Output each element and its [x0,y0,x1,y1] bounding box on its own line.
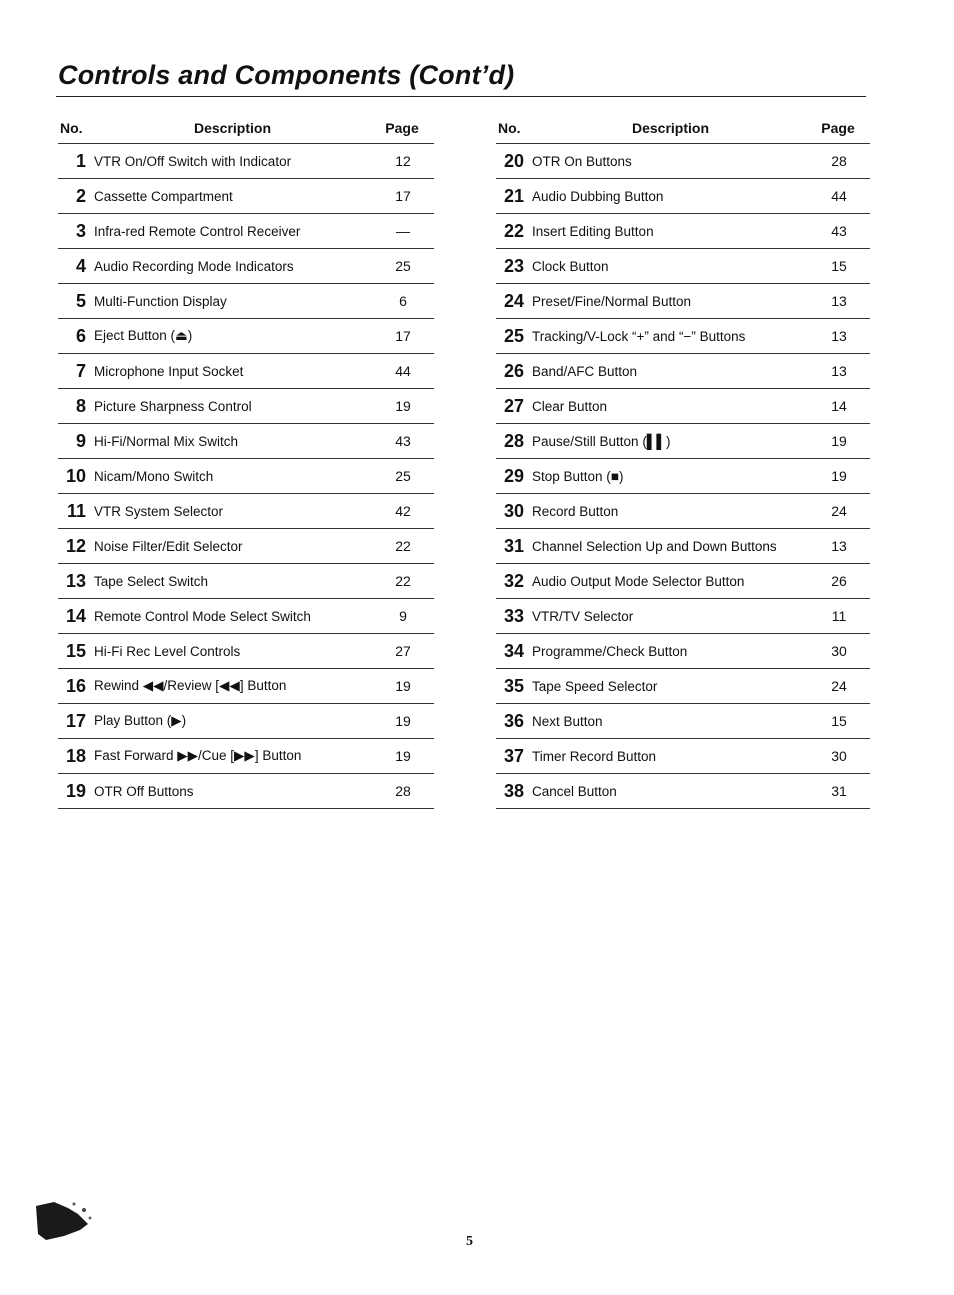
table-row [58,634,434,669]
item-number: 3 [75,220,86,241]
item-number: 26 [503,360,524,381]
table-row [58,354,434,389]
item-number: 12 [65,535,86,556]
item-number: 11 [66,500,86,521]
item-page: 42 [395,503,411,519]
item-page: 19 [831,433,847,449]
item-number: 23 [503,255,524,276]
item-description: VTR On/Off Switch with Indicator [94,153,292,169]
item-page: 24 [831,678,847,694]
table-row [496,494,870,529]
table-row [58,704,434,739]
table-row [496,634,870,669]
table-row [58,774,434,809]
title-rule [56,96,866,97]
table-row [496,179,870,214]
item-description: Infra-red Remote Control Receiver [94,223,301,239]
table-body [58,144,434,809]
table-body [496,144,870,809]
item-page: 19 [395,748,411,764]
item-description: Hi-Fi/Normal Mix Switch [94,433,239,449]
table-row [496,529,870,564]
item-page: 13 [831,328,847,344]
table-row [496,249,870,284]
item-page: 19 [395,678,411,694]
header-page: Page [821,120,855,136]
table-row [496,704,870,739]
item-number: 13 [65,570,86,591]
table-row [58,459,434,494]
item-description: OTR On Buttons [532,153,632,169]
item-description: Timer Record Button [532,748,657,764]
item-page: 19 [831,468,847,484]
table-row [58,284,434,319]
item-number: 19 [65,780,86,801]
item-description: Tape Select Switch [94,573,209,589]
table-row [496,564,870,599]
item-number: 21 [503,185,524,206]
table-row [58,424,434,459]
item-description: Next Button [532,713,603,729]
item-number: 35 [503,675,524,696]
item-number: 10 [65,465,86,486]
item-page: 44 [831,188,847,204]
item-number: 17 [65,710,86,731]
item-number: 28 [503,430,524,451]
table-row [58,389,434,424]
table-header [58,113,434,144]
page-number: 5 [466,1234,473,1249]
header-no: No. [498,120,521,136]
header-page: Page [385,120,419,136]
item-description: Clear Button [532,398,608,414]
table-row [496,599,870,634]
item-page: 31 [831,783,847,799]
item-page: 14 [831,398,847,414]
table-row [58,144,434,179]
item-description: Record Button [532,503,619,519]
item-number: 36 [503,710,524,731]
item-description: Clock Button [532,258,609,274]
item-number: 20 [503,150,524,171]
item-number: 25 [503,325,524,346]
item-description: Band/AFC Button [532,363,638,379]
table-row [58,564,434,599]
item-page: 15 [831,713,847,729]
table-row [58,179,434,214]
item-page: 25 [395,468,411,484]
item-description: Stop Button (■) [532,468,624,484]
header-no: No. [60,120,83,136]
item-page: 43 [395,433,411,449]
item-description: VTR System Selector [94,503,224,519]
item-number: 1 [75,150,86,171]
item-number: 7 [75,360,86,381]
item-page: 13 [831,293,847,309]
item-number: 16 [65,675,86,696]
item-description: Eject Button (⏏) [94,328,193,343]
item-description: Microphone Input Socket [94,363,244,379]
item-page: 22 [395,538,411,554]
item-page: 28 [395,783,411,799]
item-description: Preset/Fine/Normal Button [532,293,692,309]
table-row [496,389,870,424]
item-description: Remote Control Mode Select Switch [94,608,311,624]
item-page: 6 [399,293,407,309]
item-description: Multi-Function Display [94,293,227,309]
item-number: 37 [503,745,524,766]
scan-smudge-mark [34,1196,92,1244]
table-header [496,113,870,144]
item-number: 14 [65,605,86,626]
item-page: 19 [395,713,411,729]
table-row [58,529,434,564]
item-number: 30 [503,500,524,521]
item-description: Pause/Still Button (▌▌) [532,433,671,449]
table-row [58,669,434,704]
table-row [58,739,434,774]
item-description: Picture Sharpness Control [94,398,252,414]
item-number: 38 [503,780,524,801]
table-row [496,459,870,494]
item-description: Rewind ◀◀/Review [◀◀] Button [94,678,287,693]
item-number: 32 [503,570,524,591]
item-description: Cancel Button [532,783,617,799]
item-description: Programme/Check Button [532,643,688,659]
item-description: Cassette Compartment [94,188,233,204]
item-number: 9 [75,430,86,451]
item-page: 13 [831,538,847,554]
item-number: 22 [503,220,524,241]
table-row [58,214,434,249]
table-row [58,599,434,634]
item-number: 8 [75,395,86,416]
table-row [58,249,434,284]
item-number: 6 [75,325,86,346]
table-row [496,424,870,459]
item-page: 43 [831,223,847,239]
item-description: OTR Off Buttons [94,783,194,799]
components-table-left [58,113,434,809]
item-number: 18 [65,745,86,766]
item-description: Audio Recording Mode Indicators [94,258,294,274]
item-number: 34 [503,640,524,661]
header-description: Description [632,120,710,136]
item-number: 31 [503,535,524,556]
item-number: 4 [75,255,86,276]
item-page: 9 [399,608,407,624]
item-page: 24 [831,503,847,519]
item-page: 12 [395,153,411,169]
item-page: 19 [395,398,411,414]
table-row [496,284,870,319]
table-row [496,669,870,704]
item-number: 2 [75,185,86,206]
item-description: Hi-Fi Rec Level Controls [94,643,241,659]
item-description: Channel Selection Up and Down Buttons [532,538,777,554]
item-description: Insert Editing Button [532,223,654,239]
item-page: 30 [831,643,847,659]
item-page: 22 [395,573,411,589]
header-description: Description [194,120,272,136]
item-number: 5 [75,290,86,311]
item-page: 15 [831,258,847,274]
item-description: Tracking/V-Lock “+” and “−” Buttons [532,328,746,344]
item-number: 27 [503,395,524,416]
item-page: 27 [395,643,411,659]
item-description: Noise Filter/Edit Selector [94,538,243,554]
item-number: 24 [503,290,524,311]
item-description: Audio Output Mode Selector Button [532,573,745,589]
item-description: Fast Forward ▶▶/Cue [▶▶] Button [94,748,302,763]
table-row [58,319,434,354]
table-row [496,319,870,354]
page-title: Controls and Components (Cont’d) [58,60,515,90]
item-description: Audio Dubbing Button [532,188,664,204]
item-description: Nicam/Mono Switch [94,468,214,484]
item-page: — [396,223,410,239]
item-page: 30 [831,748,847,764]
item-page: 13 [831,363,847,379]
item-number: 15 [65,640,86,661]
item-description: VTR/TV Selector [532,608,634,624]
item-page: 44 [395,363,411,379]
item-page: 17 [395,188,411,204]
item-page: 28 [831,153,847,169]
item-page: 11 [831,608,847,624]
table-row [496,354,870,389]
components-table-right [496,113,870,809]
item-description: Play Button (▶) [94,713,187,728]
item-page: 26 [831,573,847,589]
table-row [496,739,870,774]
table-row [58,494,434,529]
table-row [496,774,870,809]
item-page: 25 [395,258,411,274]
item-number: 33 [503,605,524,626]
item-number: 29 [503,465,524,486]
item-page: 17 [395,328,411,344]
item-description: Tape Speed Selector [532,678,658,694]
table-row [496,214,870,249]
table-row [496,144,870,179]
